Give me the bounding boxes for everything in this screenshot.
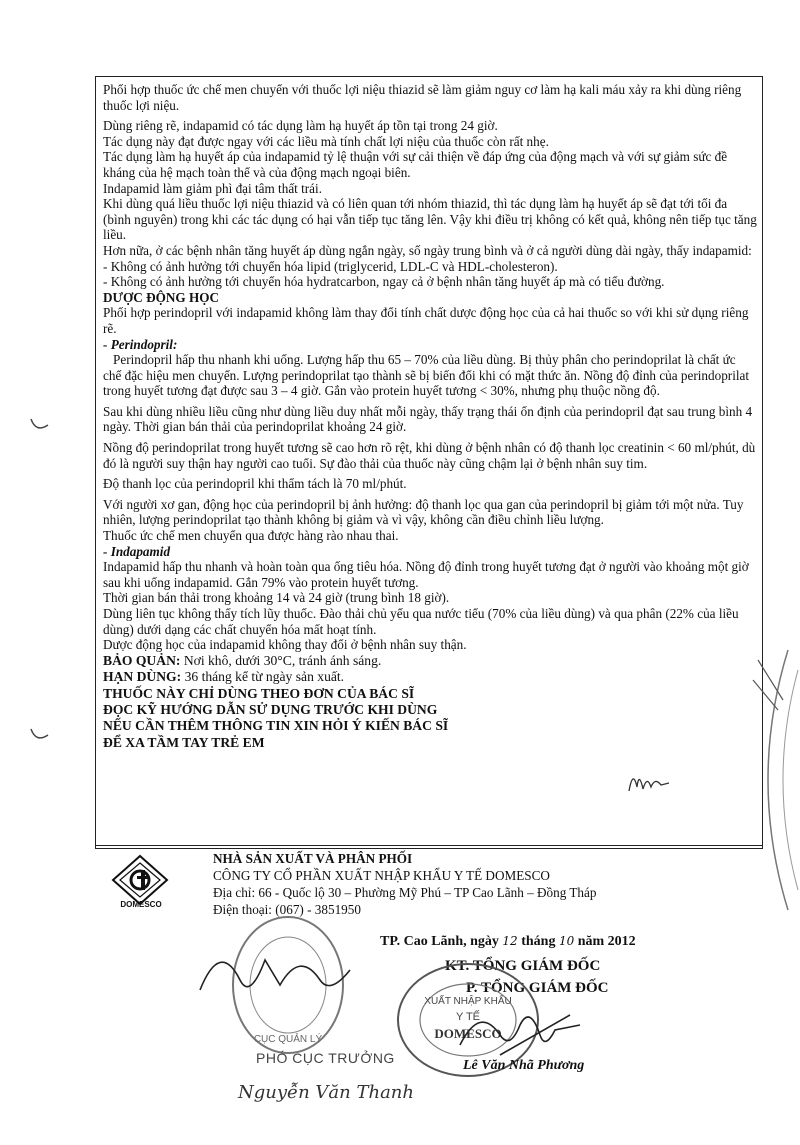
paragraph: Nồng độ perindoprilat trong huyết tương sẽ cao hơn rõ rệt, khi dùng ở bệnh nhân có độ thanh lọc creatinin < 60 ml/phút, dù đó là người suy thận hay người cao tuổi. Sự đào thải của thuốc này cũng chậm lại ở bệnh nhân suy tim.: [103, 440, 756, 471]
thang-label: tháng: [521, 934, 556, 949]
warning-line: ĐỌC KỸ HƯỚNG DẪN SỬ DỤNG TRƯỚC KHI DÙNG: [103, 702, 438, 717]
paragraph: Hơn nữa, ở các bệnh nhân tăng huyết áp dùng ngắn ngày, số ngày trung bình và ở cả người dùng dài ngày, thấy indapamid:: [103, 242, 752, 258]
director-signature-icon: [440, 995, 590, 1065]
edge-stamp-icon: [728, 640, 800, 920]
approval-title: PHÓ CỤC TRƯỞNG: [256, 1050, 395, 1066]
stamp-text-1: XUẤT NHẬP KHẨU: [424, 996, 512, 1007]
punch-mark-icon: [28, 725, 50, 747]
paragraph: Phối hợp perindopril với indapamid không làm thay đổi tính chất dược động học của cả hai thuốc so với khi sử dụng riêng rẽ.: [103, 305, 749, 336]
warning-line: THUỐC NÀY CHỈ DÙNG THEO ĐƠN CỦA BÁC SĨ: [103, 685, 415, 701]
expiry-text: 36 tháng kể từ ngày sản xuất.: [181, 669, 345, 685]
paragraph: Khi dùng quá liều thuốc lợi niệu thiazid và có liên quan tới nhóm thiazid, thì tác dụng làm hạ huyết áp sẽ đạt tới tối đa (bình nguyên) trong khi các tác dụng có hại vẫn tiếp tục tăng lên. Vậy khi điều trị không có kết quả, không nên tiếp tục tăng liều.: [103, 196, 757, 243]
company-phone: Điện thoại: (067) - 3851950: [213, 902, 361, 917]
warning-line: ĐỂ XA TẦM TAY TRẺ EM: [103, 734, 265, 750]
subsection-heading: - Indapamid: [103, 543, 171, 559]
paragraph: Indapamid làm giảm phì đại tâm thất trái.: [103, 180, 322, 196]
leaflet-text: [103, 82, 757, 751]
section-heading: DƯỢC ĐỘNG HỌC: [103, 289, 219, 305]
footer-divider: [95, 845, 763, 846]
company-address: Địa chỉ: 66 - Quốc lộ 30 – Phường Mỹ Phú – TP Cao Lãnh – Đồng Tháp: [213, 885, 597, 900]
warning-line: NẾU CẦN THÊM THÔNG TIN XIN HỎI Ý KIẾN BÁC SĨ: [103, 718, 449, 734]
approval-signature-icon: [190, 930, 370, 1010]
approval-stamp-text: CỤC QUẢN LÝ: [253, 1034, 323, 1045]
initials-scribble-icon: [625, 765, 673, 797]
bullet-item: - Không có ảnh hưởng tới chuyển hóa lipid (triglycerid, LDL-C và HDL-cholesteron).: [103, 258, 558, 274]
paragraph: Perindopril hấp thu nhanh khi uống. Lượng hấp thu 65 – 70% của liều dùng. Bị thủy phân cho perindoprilat là chất ức chế đặc hiệu men chuyển. Lượng perindoprilat tạo thành sẽ bị biến đổi khi có mặt thức ăn. Nồng độ đỉnh của perindoprilat trong huyết tương đạt được sau 3 – 4 giờ. Gắn vào protein huyết tương < 30%, nhưng phụ thuộc nồng độ.: [103, 352, 750, 399]
signer-title-2: P. TỔNG GIÁM ĐỐC: [466, 980, 609, 996]
company-info: [213, 850, 596, 918]
paragraph: Dùng riêng rẽ, indapamid có tác dụng làm hạ huyết áp tồn tại trong 24 giờ.: [103, 118, 498, 134]
paragraph: Tác dụng này đạt được ngay với các liều mà tính chất lợi niệu của thuốc còn rất nhẹ.: [103, 133, 549, 149]
expiry-label: HẠN DÙNG:: [103, 669, 182, 685]
expiry-line: [103, 669, 757, 685]
logo-text: DOMESCO: [120, 900, 162, 909]
ngay-label: ngày: [470, 934, 499, 949]
stamp-text-2: Y TẾ: [455, 1011, 481, 1023]
month: 10: [558, 934, 575, 948]
storage-line: [103, 653, 757, 669]
paragraph: Dược động học của indapamid không thay đổi ở bệnh nhân suy thận.: [103, 637, 467, 653]
punch-mark-icon: [28, 415, 50, 437]
nam-label: năm: [577, 934, 605, 949]
paragraph: Với người xơ gan, động học của perindopril bị ảnh hưởng: độ thanh lọc qua gan của perindopril bị giảm tới một nửa. Tuy nhiên, lượng perindoprilat tạo thành không bị giảm và vì vậy, không cần điều chỉnh liều lượng.: [103, 496, 744, 528]
stamp-text-3: DOMESCO: [434, 1026, 502, 1041]
signer-name: Lê Văn Nhã Phương: [463, 1058, 585, 1073]
signer-title-1: KT. TỔNG GIÁM ĐỐC: [445, 958, 601, 974]
paragraph: Thuốc ức chế men chuyển qua được hàng rào nhau thai.: [103, 528, 399, 544]
storage-label: BẢO QUẢN:: [103, 652, 181, 668]
signing-date: [380, 934, 636, 950]
paragraph: Độ thanh lọc của perindopril khi thẩm tách là 70 ml/phút.: [103, 476, 407, 492]
manufacturer-title: NHÀ SẢN XUẤT VÀ PHÂN PHỐI: [213, 851, 413, 866]
day: 12: [502, 934, 518, 948]
storage-text: Nơi khô, dưới 30°C, tránh ánh sáng.: [180, 652, 382, 668]
paragraph: Phối hợp thuốc ức chế men chuyển với thuốc lợi niệu thiazid sẽ làm giảm nguy cơ làm hạ kali máu xảy ra khi dùng riêng thuốc lợi niệu.: [103, 82, 742, 113]
paragraph: Dùng liên tục không thấy tích lũy thuốc. Đào thải chủ yếu qua nước tiểu (70% của liều dùng) và qua phân (22% của liều dùng) dưới dạng các chất chuyển hóa mất hoạt tính.: [103, 606, 739, 637]
place: TP. Cao Lãnh,: [380, 934, 467, 949]
manufacturer-footer: [95, 848, 763, 920]
company-name: CÔNG TY CỔ PHẦN XUẤT NHẬP KHẨU Y TẾ DOMESCO: [213, 868, 550, 883]
paragraph: Thời gian bán thải trong khoảng 14 và 24 giờ (trung bình 18 giờ).: [103, 590, 450, 606]
bullet-item: - Không có ảnh hưởng tới chuyển hóa hydratcarbon, ngay cả ở bệnh nhân tăng huyết áp mà có tiểu đường.: [103, 274, 665, 290]
paragraph: Tác dụng làm hạ huyết áp của indapamid tỷ lệ thuận với sự cải thiện về đáp ứng của động mạch và với sự giảm sức đề kháng của hệ mạch toàn thể và của động mạch ngoại biên.: [103, 149, 728, 180]
approval-name: Nguyễn Văn Thanh: [238, 1082, 414, 1103]
paragraph: Sau khi dùng nhiều liều cũng như dùng liều duy nhất mỗi ngày, thấy trạng thái ổn định của perindopril đạt sau trung bình 4 ngày. Thời gian bán thải của perindoprilat khoảng 24 giờ.: [103, 403, 753, 435]
paragraph: Indapamid hấp thu nhanh và hoàn toàn qua ống tiêu hóa. Nồng độ đỉnh trong huyết tương đạt ở người vào khoảng một giờ sau khi uống indapamid. Gắn 79% vào protein huyết tương.: [103, 559, 749, 590]
subsection-heading: - Perindopril:: [103, 336, 178, 352]
year: 2012: [607, 934, 636, 949]
